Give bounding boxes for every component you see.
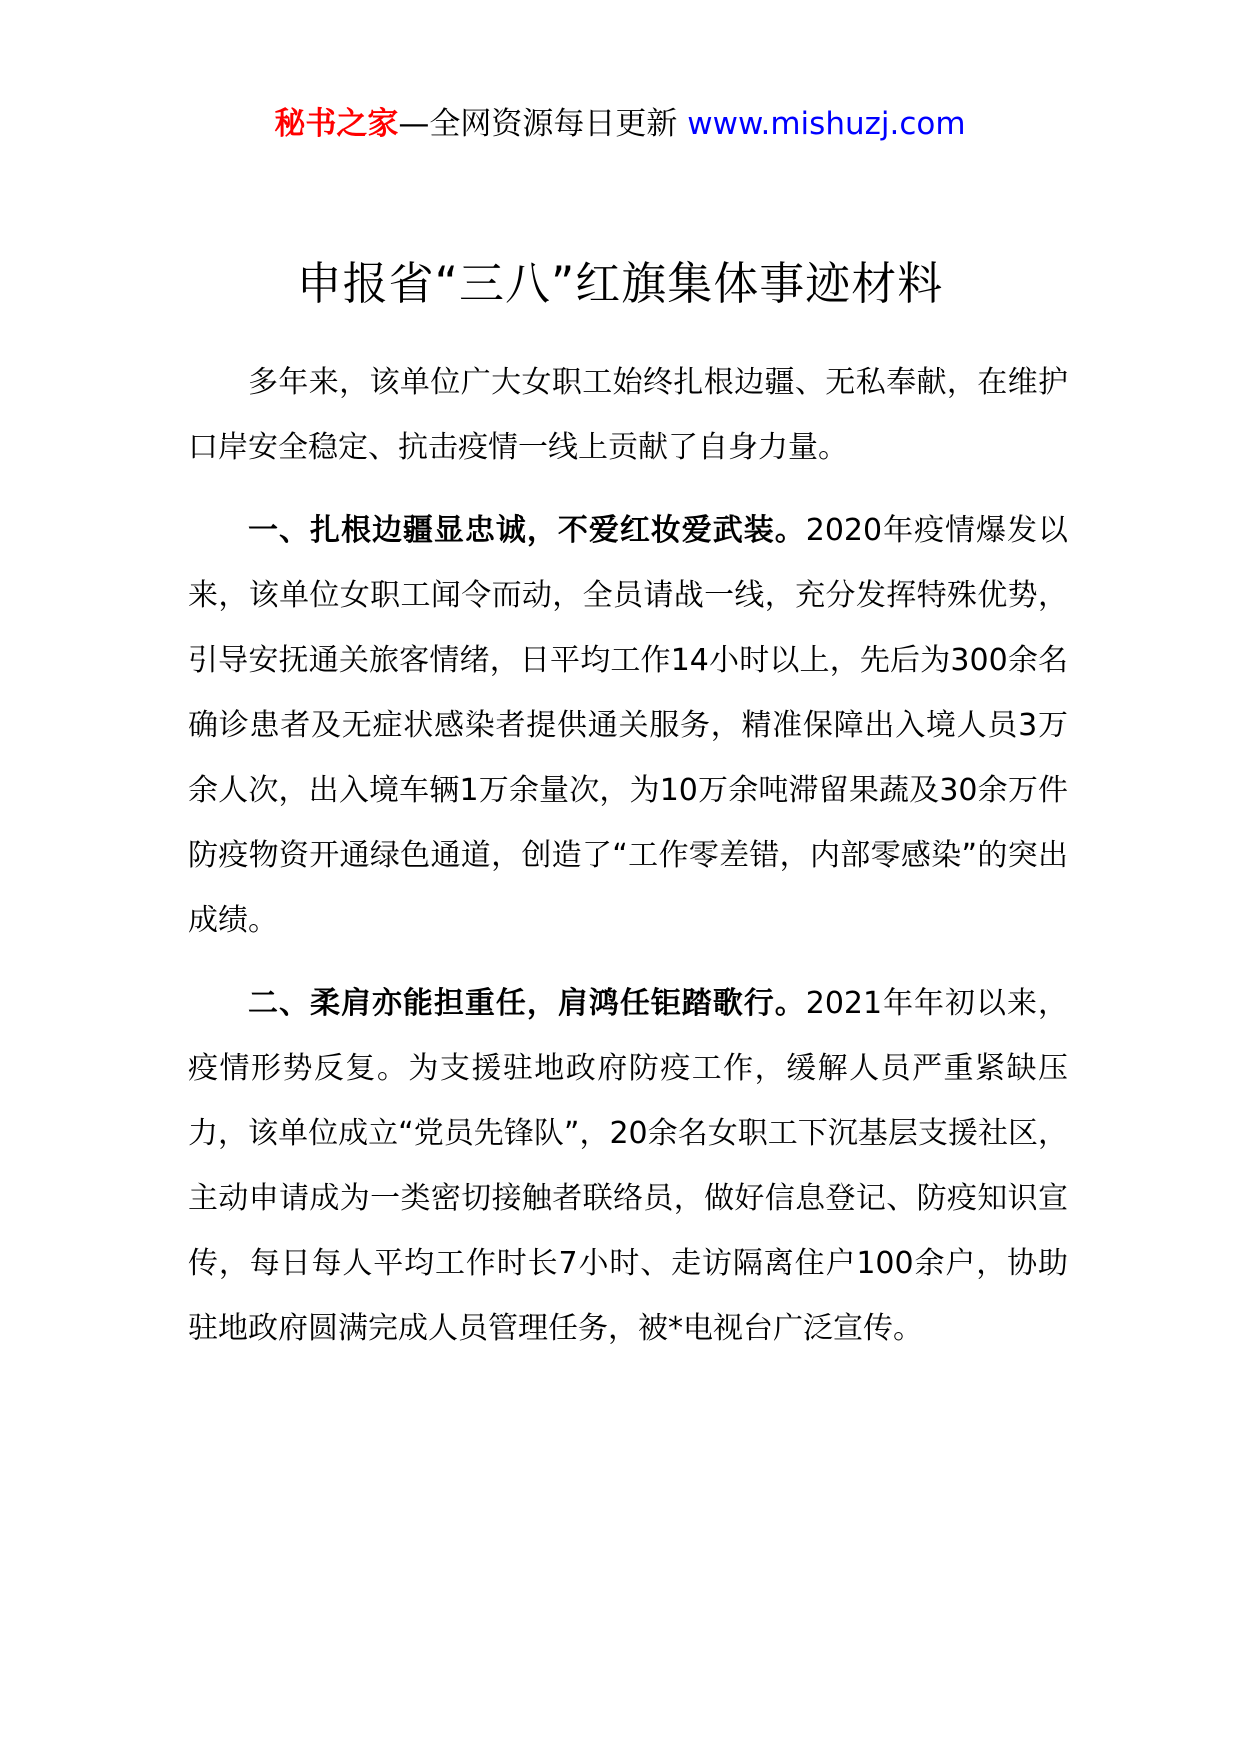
site-header	[0, 100, 1240, 148]
paragraph-text: 多年来，该单位广大女职工始终扎根边疆、无私奉献，在维护口岸安全稳定、抗击疫情一线上贡献了自身力量。	[188, 365, 1068, 465]
paragraph-heading: 一、扎根边疆显忠诚，不爱红妆爱武装。	[248, 513, 806, 548]
site-url-link[interactable]: www.mishuzj.com	[687, 106, 966, 142]
paragraph-text: 2020年疫情爆发以来，该单位女职工闻令而动，全员请战一线，充分发挥特殊优势，引导安抚通关旅客情绪，日平均工作14小时以上，先后为300余名确诊患者及无症状感染者提供通关服务，精准保障出入境人员3万余人次，出入境车辆1万余量次，为10万余吨滞留果蔬及30余万件防疫物资开通绿色通道，创造了“工作零差错，内部零感染”的突出成绩。	[188, 513, 1068, 938]
paragraph-section-2	[188, 971, 1068, 1361]
site-tagline: —全网资源每日更新	[398, 106, 688, 142]
paragraph-heading: 二、柔肩亦能担重任，肩鸿任钜踏歌行。	[248, 986, 806, 1021]
paragraph-text: 2021年年初以来，疫情形势反复。为支援驻地政府防疫工作，缓解人员严重紧缺压力，该单位成立“党员先锋队”，20余名女职工下沉基层支援社区，主动申请成为一类密切接触者联络员，做好信息登记、防疫知识宣传，每日每人平均工作时长7小时、走访隔离住户100余户，协助驻地政府圆满完成人员管理任务，被*电视台广泛宣传。	[188, 986, 1068, 1346]
document-body	[188, 350, 1068, 1379]
paragraph-section-1	[188, 498, 1068, 953]
paragraph-intro	[188, 350, 1068, 480]
document-title: 申报省“三八”红旗集体事迹材料	[296, 257, 944, 310]
site-brand: 秘书之家	[274, 106, 399, 142]
